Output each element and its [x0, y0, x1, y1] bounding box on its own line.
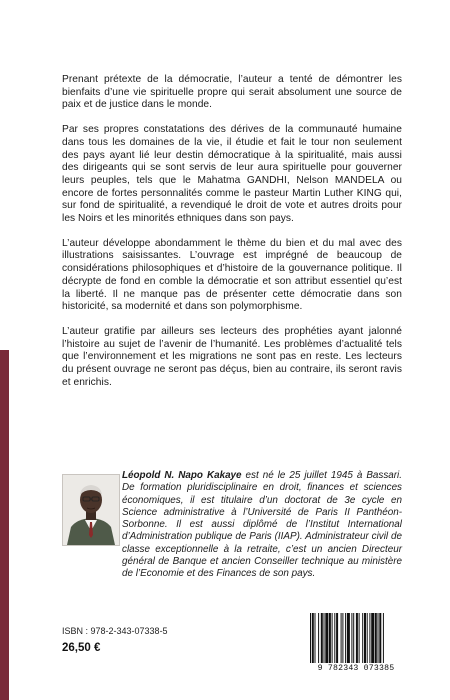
barcode-bar [310, 613, 311, 663]
price-text: 26,50 € [62, 642, 101, 654]
barcode-bar [347, 613, 350, 663]
barcode-bar [383, 613, 384, 663]
barcode-bar [379, 613, 381, 663]
blurb-paragraph: L’auteur gratifie par ailleurs ses lecteurs des prophéties ayant jalonné l’histoire au sujet de l’avenir de l’humanité. Les problèmes d’actualité tels que l’environnement et les migrations ne sont pas en reste. Les lecteurs du présent ouvrage ne seront pas déçus, bien au contraire, ils seront ravis et enrichis. [62, 325, 402, 388]
author-photo [62, 474, 120, 546]
barcode-bar [315, 613, 316, 663]
author-bio [122, 470, 402, 581]
barcode-bar [378, 613, 379, 663]
back-cover-blurb [62, 74, 402, 401]
author-portrait-image [63, 475, 119, 545]
barcode-bar [364, 613, 366, 663]
blurb-paragraph: Par ses propres constatations des dérives de la communauté humaine dans tous les domaines de la vie, il étudie et fait le tour non seulement des pays ayant lié leur destin démocratique à la spiritualité, mais aussi des dirigeants qui se sont servis de leur aura spirituelle pour gouverner leurs peuples, tels que le Mahatma GANDHI, Nelson MANDELA ou encore de fortes personnalités comme le pasteur Martin Luther KING qui, sur fond de spiritualité, a revendiqué le droit de vote et autres droits pour les Noirs et les minorités ethniques dans son pays. [62, 124, 402, 225]
barcode-bar [341, 613, 342, 663]
color-accent-bar [0, 350, 9, 700]
barcode-bar [367, 613, 368, 663]
blurb-paragraph: L’auteur développe abondamment le thème du bien et du mal avec des illustrations saisissantes. L’ouvrage est imprégné de beaucoup de considérations philosophiques et d’histoire de la gouvernance politique. Il décrypte de fond en comble la démocratie et son attribut essentiel qu’est la liberté. Il ne manque pas de présenter cette démocratie dans son historicité, sa modernité et dans son polymorphisme. [62, 237, 402, 313]
blurb-paragraph: Prenant prétexte de la démocratie, l’auteur a tenté de démontrer les bienfaits d’une vie spirituelle propre qui serait absolument une source de paix et de justice dans le monde. [62, 74, 402, 111]
barcode-bar [324, 613, 325, 663]
barcode-digits: 9 782343 073385 [317, 664, 395, 673]
barcode-bar [353, 613, 354, 663]
barcode-bar [336, 613, 338, 663]
barcode-bar [312, 613, 314, 663]
barcode-image [308, 613, 404, 663]
barcode-bar [356, 613, 358, 663]
barcode-bar [318, 613, 319, 663]
barcode-bar [375, 613, 377, 663]
barcode-bar [362, 613, 363, 663]
isbn-text: ISBN : 978-2-343-07338-5 [62, 626, 168, 636]
barcode-bar [345, 613, 346, 663]
barcode-bar [371, 613, 374, 663]
barcode-bar [359, 613, 360, 663]
barcode-bar [334, 613, 335, 663]
barcode-bar [369, 613, 370, 663]
barcode-bar [351, 613, 352, 663]
author-bio-text: est né le 25 juillet 1945 à Bassari. De formation pluridisciplinaire en droit, finances et sciences économiques, il est titulaire d’un doctorat de 3e cycle en Science administrative à l’Université de Paris II Panthéon-Sorbonne. Il est aussi diplômé de l’Institut International d’Administration publique de Paris (IIAP). Administrateur civil de classe exceptionnelle à la retraite, c’est un ancien Directeur général de Banque et ancien Conseiller technique au ministère de l’Economie et des Finances de son pays. [122, 470, 402, 580]
barcode-bar [321, 613, 323, 663]
barcode-bar [325, 613, 328, 663]
barcode-bar [342, 613, 343, 663]
barcode-bar [332, 613, 333, 663]
author-name: Léopold N. Napo Kakaye [122, 470, 242, 481]
barcode-bar [329, 613, 331, 663]
